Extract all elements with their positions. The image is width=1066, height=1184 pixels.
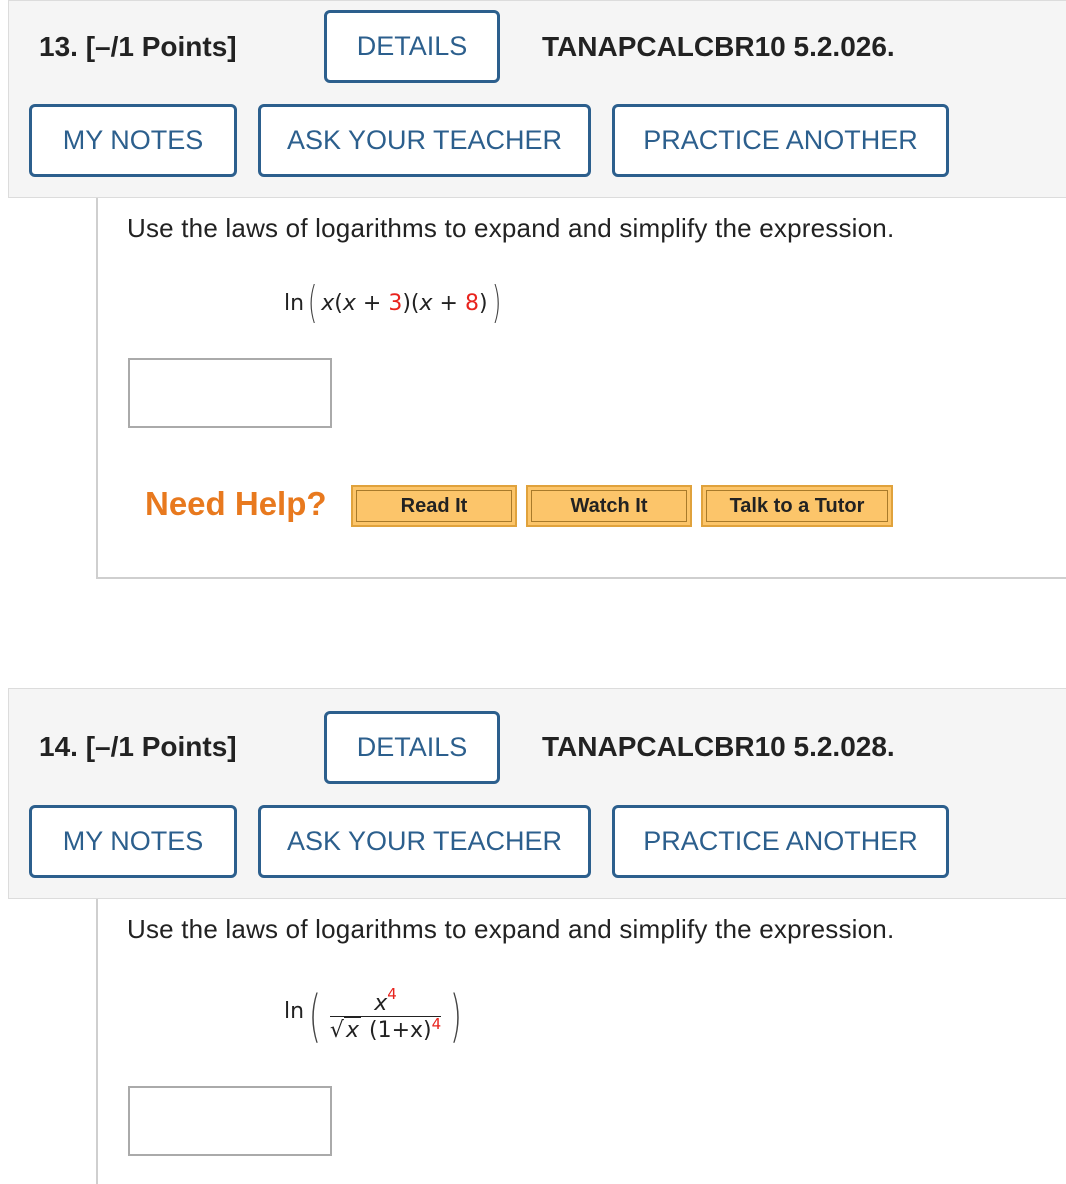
q13-expr-open-paren: ( [307, 277, 318, 328]
q13-expression [284, 278, 505, 328]
q14-expr-den-rad: x [345, 1018, 359, 1043]
q14-details-button[interactable]: DETAILS [324, 711, 500, 784]
q14-body [96, 899, 1066, 1184]
q14-my-notes-button[interactable]: MY NOTES [29, 805, 237, 878]
q13-prompt: Use the laws of logarithms to expand and simplify the expression. [127, 213, 895, 243]
q13-expr-plus1: + [355, 290, 389, 316]
q14-expr-num-base: x [374, 991, 388, 1016]
q14-number [39, 731, 237, 763]
q14-number-text: 14. [39, 731, 78, 762]
q13-expr-open: ( [334, 290, 343, 316]
q13-read-it-label: Read It [356, 490, 512, 522]
q13-expr-x3: x [419, 290, 433, 316]
q13-expr-x2: x [342, 290, 356, 316]
q14-expr-numerator [368, 985, 403, 1016]
q13-expr-mid: )( [402, 290, 420, 316]
q13-body [96, 198, 1066, 579]
q14-expr-den-rest: (1+x) [368, 1017, 432, 1043]
q13-talk-tutor-button[interactable] [701, 485, 893, 527]
q14-answer-input[interactable] [128, 1086, 332, 1156]
q13-need-help-label: Need Help? [145, 485, 327, 522]
q13-code: TANAPCALCBR10 5.2.026. [542, 31, 895, 62]
q13-number [39, 31, 237, 63]
q14-code: TANAPCALCBR10 5.2.028. [542, 731, 895, 762]
q13-talk-tutor-label: Talk to a Tutor [706, 490, 888, 522]
q14-expr-sqrt [330, 1017, 361, 1043]
q14-expression [284, 977, 467, 1057]
q14-practice-another-button[interactable]: PRACTICE ANOTHER [612, 805, 949, 878]
q14-expr-sqrt-sign: √ [329, 1018, 344, 1043]
q13-expr-close-paren: ) [491, 277, 501, 328]
q13-read-it-button[interactable] [351, 485, 517, 527]
q13-watch-it-button[interactable] [526, 485, 692, 527]
q14-header [8, 688, 1066, 899]
q13-ask-teacher-button[interactable]: ASK YOUR TEACHER [258, 104, 591, 177]
q14-expr-ln: ln [284, 998, 305, 1024]
q14-expr-den-exp: 4 [431, 1015, 442, 1033]
q13-expr-c2: 8 [464, 290, 479, 316]
q14-expr-open-paren: ( [308, 984, 322, 1049]
q14-expr-close-paren: ) [450, 984, 463, 1049]
q14-expr-denominator [330, 1017, 441, 1043]
q13-watch-it-label: Watch It [531, 490, 687, 522]
q13-expr-plus2: + [432, 290, 465, 316]
q13-number-text: 13. [39, 31, 78, 62]
q14-ask-teacher-button[interactable]: ASK YOUR TEACHER [258, 805, 591, 878]
q13-expr-x: x [321, 290, 335, 316]
q13-points: [–/1 Points] [85, 31, 237, 62]
q14-expr-fraction [329, 985, 442, 1043]
q13-expr-c1: 3 [388, 290, 403, 316]
q13-expr-close: ) [478, 290, 488, 316]
q13-header [8, 0, 1066, 198]
q13-practice-another-button[interactable]: PRACTICE ANOTHER [612, 104, 949, 177]
q13-expr-ln: ln [284, 290, 305, 316]
q13-my-notes-button[interactable]: MY NOTES [29, 104, 237, 177]
q14-points: [–/1 Points] [85, 731, 237, 762]
q13-details-button[interactable]: DETAILS [324, 10, 500, 83]
q14-expr-num-exp: 4 [387, 985, 397, 1003]
q13-answer-input[interactable] [128, 358, 332, 428]
q14-prompt: Use the laws of logarithms to expand and simplify the expression. [127, 914, 895, 944]
